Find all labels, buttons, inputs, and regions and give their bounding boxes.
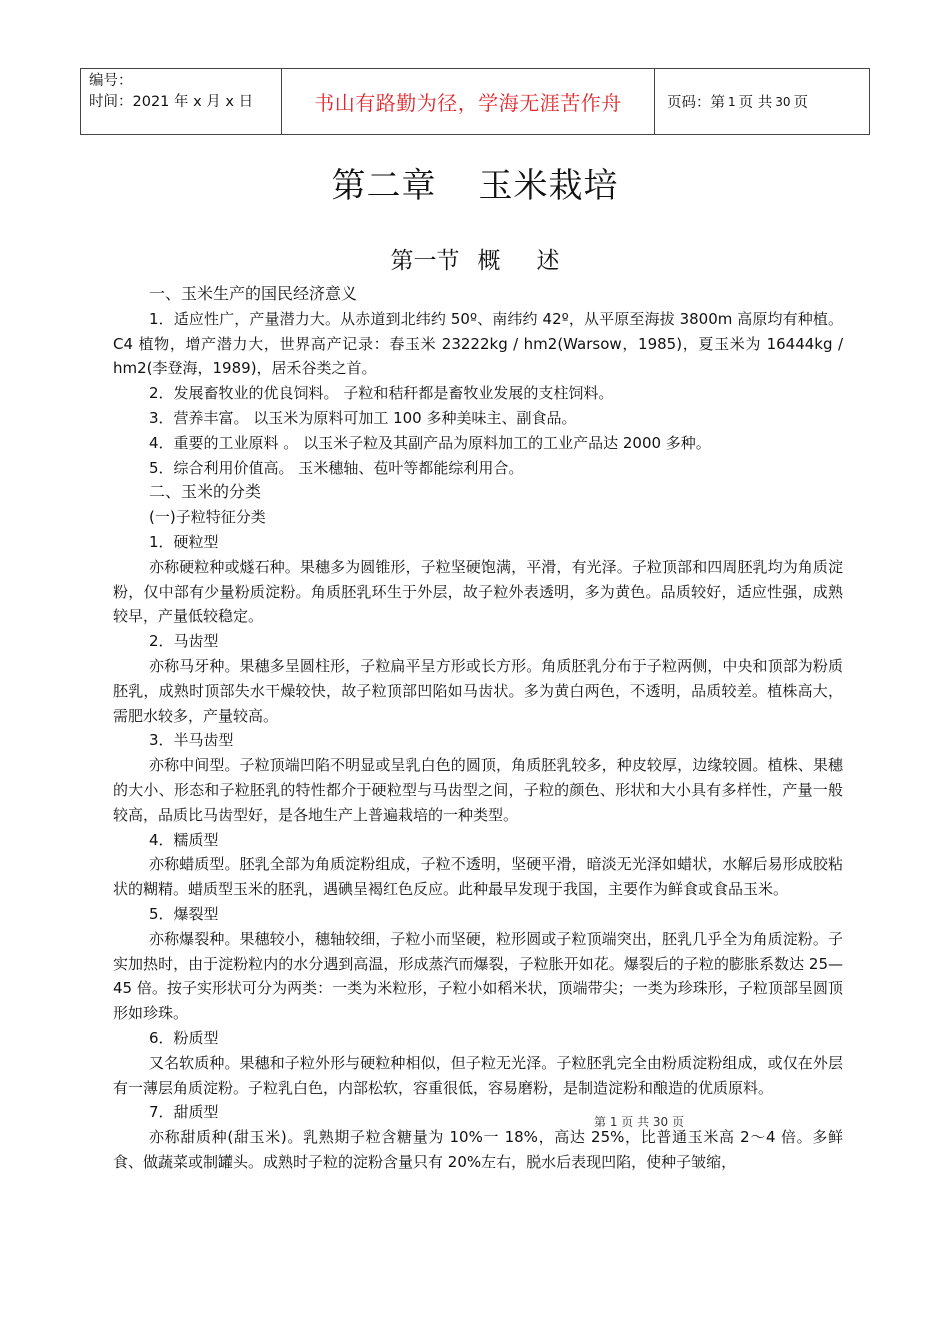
paragraph: 4．重要的工业原料 。 以玉米子粒及其副产品为原料加工的工业产品达 2000 多种。: [149, 433, 711, 452]
paragraph: 亦称中间型。子粒顶端凹陷不明显或呈乳白色的圆顶，角质胚乳较多，种皮较厚，边缘较圆。植株、果穗的大小、形态和子粒胚乳的特性都介于硬粒型与马齿型之间，子粒的颜色、形状和大小具有多样性，产量一般较高，品质比马齿型好，是各地生产上普遍栽培的一种类型。: [113, 756, 843, 824]
paragraph: 3．营养丰富。 以玉米为原料可加工 100 多种美味主、副食品。: [149, 408, 577, 427]
page-prefix: 页码：第: [667, 95, 725, 111]
heading-economic-significance: 一、玉米生产的国民经济意义: [149, 284, 358, 303]
page-mid: 页 共: [738, 95, 773, 111]
paragraph: 又名软质种。果穗和子粒外形与硬粒种相似，但子粒无光泽。子粒胚乳完全由粉质淀粉组成，或仅在外层有一薄层角质淀粉。子粒乳白色，内部松软，容重很低，容易磨粉，是制造淀粉和酿造的优质原料。: [113, 1053, 843, 1097]
type-heading: 7．甜质型: [149, 1103, 219, 1122]
page-suffix: 页: [793, 95, 809, 111]
section-name-2: 述: [536, 248, 560, 274]
paragraph: 2．发展畜牧业的优良饲料。 子粒和秸秆都是畜牧业发展的支柱饲料。: [149, 384, 614, 403]
section-title: [0, 242, 950, 275]
paragraph: 亦称甜质种(甜玉米)。乳熟期子粒含糖量为 10%一 18%，高达 25%，比普通玉米高 2～4 倍。多鲜食、做蔬菜或制罐头。成熟时子粒的淀粉含量只有 20%左右，脱水后表现凹陷，使种子皱缩，: [113, 1128, 843, 1171]
chapter-title: [0, 158, 950, 207]
section-name-1: 概: [477, 248, 501, 274]
paragraph: 亦称蜡质型。胚乳全部为角质淀粉组成，子粒不透明，坚硬平滑，暗淡无光泽如蜡状，水解后易形成胶粘状的糊精。蜡质型玉米的胚乳，遇碘呈褐红色反应。此种最早发现于我国，主要作为鲜食或食品玉米。: [113, 855, 843, 899]
heading-classification: 二、玉米的分类: [149, 482, 262, 502]
page-current: 1: [728, 94, 736, 109]
type-heading: 4．糯质型: [149, 830, 219, 849]
type-heading: 6．粉质型: [149, 1028, 219, 1047]
paragraph: 1．适应性广，产量潜力大。从赤道到北纬约 50º、南纬约 42º，从平原至海拔 3800m 高原均有种植。C4 植物，增产潜力大，世界高产记录：春玉米 23222kg / hm2(Warsow，1985)，夏玉米为 16444kg / hm2(李登海，1989)，居禾谷类之首。: [113, 309, 843, 378]
type-heading: 3．半马齿型: [149, 731, 234, 750]
chapter-number: 第二章: [331, 166, 437, 206]
code-label: 编号：: [89, 73, 133, 89]
page-footer-stamp: 第 1 页 共 30 页: [594, 1115, 684, 1129]
page-total: 30: [775, 94, 791, 109]
paragraph: 亦称爆裂种。果穗较小，穗轴较细，子粒小而坚硬，粒形圆或子粒顶端突出，胚乳几乎全为角质淀粉。子实加热时，由于淀粉粒内的水分遇到高温，形成蒸汽而爆裂，子粒胀开如花。爆裂后的子粒的膨胀系数达 25—45 倍。按子实形状可分为两类：一类为米粒形，子粒小如稻米状，顶端带尖；一类为珍珠形，子粒顶部呈圆顶形如珍珠。: [113, 929, 843, 1023]
header-meta-cell: [81, 69, 282, 134]
subheading: (一)子粒特征分类: [149, 508, 266, 527]
date-label: 时间：2021 年 x 月 x 日: [89, 94, 254, 110]
body-content: [113, 282, 843, 1175]
paragraph: 亦称马牙种。果穗多呈圆柱形，子粒扁平呈方形或长方形。角质胚乳分布于子粒两侧，中央和顶部为粉质胚乳，成熟时顶部失水干燥较快，故子粒顶部凹陷如马齿状。多为黄白两色，不透明，品质较差。植株高大，需肥水较多，产量较高。: [113, 656, 843, 725]
motto-text: 书山有路勤为径，学海无涯苦作舟: [314, 91, 622, 115]
paragraph: 5．综合利用价值高。 玉米穗轴、苞叶等都能综利用合。: [149, 458, 524, 477]
page-number-cell: [655, 69, 869, 134]
section-number: 第一节: [390, 248, 460, 274]
type-heading: 1．硬粒型: [149, 532, 219, 551]
type-heading: 2．马齿型: [149, 632, 219, 651]
header-table: [80, 68, 870, 135]
type-heading: 5．爆裂型: [149, 904, 219, 923]
paragraph: 亦称硬粒种或燧石种。果穗多为圆锥形，子粒坚硬饱满，平滑，有光泽。子粒顶部和四周胚乳均为角质淀粉，仅中部有少量粉质淀粉。角质胚乳环生于外层，故子粒外表透明，多为黄色。品质较好，适应性强，成熟较早，产量低较稳定。: [113, 557, 843, 626]
chapter-name: 玉米栽培: [478, 166, 619, 206]
motto-cell: [282, 69, 655, 134]
